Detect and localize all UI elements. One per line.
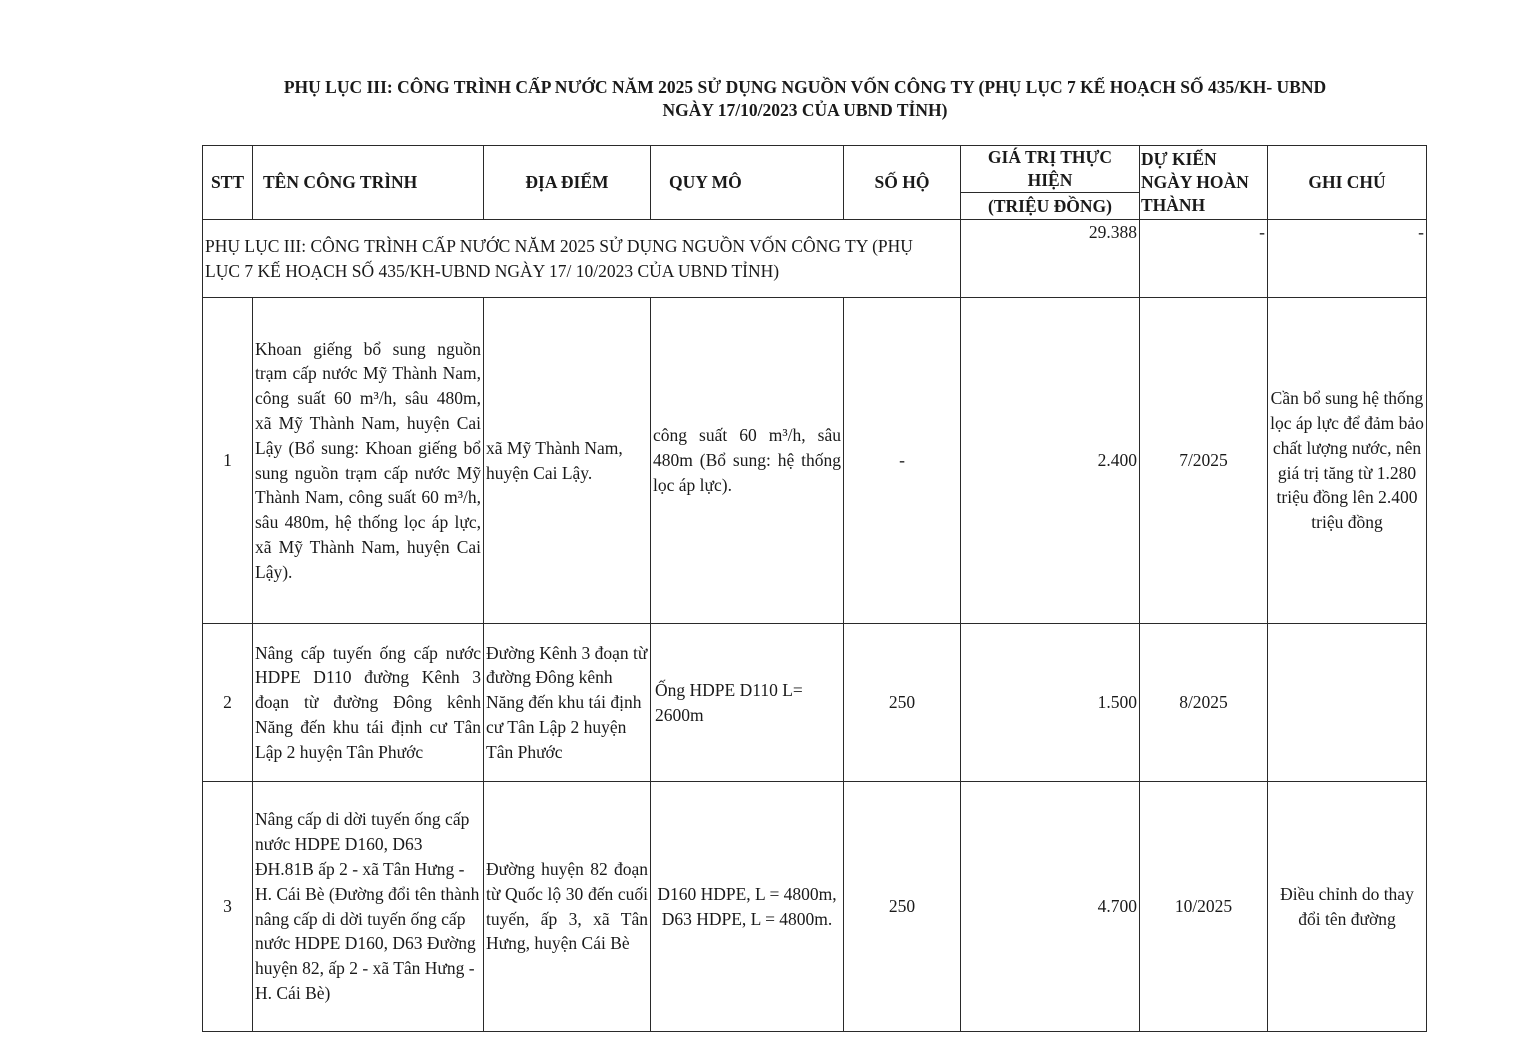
row-2-so-ho: 250 — [844, 624, 961, 782]
row-1-ghi-chu: Cần bổ sung hệ thống lọc áp lực để đảm bảo chất lượng nước, nên giá trị tăng từ 1.280 triệu đồng lên 2.400 triệu đồng — [1268, 298, 1427, 624]
row-1-stt: 1 — [203, 298, 253, 624]
table-row — [203, 624, 1427, 782]
table-row — [203, 298, 1427, 624]
row-2-ghi-chu — [1268, 624, 1427, 782]
row-2-gia-tri: 1.500 — [961, 624, 1140, 782]
row-2-ten: Nâng cấp tuyến ống cấp nước HDPE D110 đường Kênh 3 đoạn từ đường Đông kênh Năng đến khu tái định cư Tân Lập 2 huyện Tân Phước — [253, 624, 484, 782]
header-ghi-chu: GHI CHÚ — [1268, 146, 1427, 220]
row-3-ten: Nâng cấp di dời tuyến ống cấp nước HDPE D160, D63 ĐH.81B ấp 2 - xã Tân Hưng - H. Cái Bè (Đường đổi tên thành nâng cấp di dời tuyến ống cấp nước HDPE D160, D63 Đường huyện 82, ấp 2 - xã Tân Hưng - H. Cái Bè) — [253, 782, 484, 1032]
row-3-so-ho: 250 — [844, 782, 961, 1032]
row-3-quy-mo: D160 HDPE, L = 4800m, D63 HDPE, L = 4800m. — [651, 782, 844, 1032]
header-gia-tri-unit: (TRIỆU ĐỒNG) — [961, 193, 1140, 220]
header-row — [203, 146, 1427, 193]
table-row — [203, 782, 1427, 1032]
row-1-so-ho: - — [844, 298, 961, 624]
row-2-quy-mo: Ống HDPE D110 L= 2600m — [651, 624, 844, 782]
row-1-dia-diem: xã Mỹ Thành Nam, huyện Cai Lậy. — [484, 298, 651, 624]
summary-label: PHỤ LỤC III: CÔNG TRÌNH CẤP NƯỚC NĂM 2025 SỬ DỤNG NGUỒN VỐN CÔNG TY (PHỤ LỤC 7 KẾ HOẠCH SỐ 435/KH-UBND NGÀY 17/ 10/2023 CỦA UBND TỈNH) — [203, 220, 961, 298]
row-3-gia-tri: 4.700 — [961, 782, 1140, 1032]
row-1-quy-mo: công suất 60 m³/h, sâu 480m (Bổ sung: hệ thống lọc áp lực). — [651, 298, 844, 624]
header-dia-diem: ĐỊA ĐIỂM — [484, 146, 651, 220]
row-3-du-kien: 10/2025 — [1140, 782, 1268, 1032]
header-ten-cong-trinh: TÊN CÔNG TRÌNH — [253, 146, 484, 220]
summary-ghi-chu: - — [1268, 220, 1427, 298]
header-quy-mo: QUY MÔ — [651, 146, 844, 220]
page-title — [150, 76, 1460, 122]
title-line-2: NGÀY 17/10/2023 CỦA UBND TỈNH) — [662, 100, 948, 120]
row-2-stt: 2 — [203, 624, 253, 782]
summary-row — [203, 220, 1427, 298]
row-1-ten: Khoan giếng bổ sung nguồn trạm cấp nước Mỹ Thành Nam, công suất 60 m³/h, sâu 480m, xã Mỹ Thành Nam, huyện Cai Lậy (Bổ sung: Khoan giếng bổ sung nguồn trạm cấp nước Mỹ Thành Nam, công suất 60 m³/h, sâu 480m, hệ thống lọc áp lực, xã Mỹ Thành Nam, huyện Cai Lậy). — [253, 298, 484, 624]
project-table — [202, 145, 1427, 1032]
row-1-du-kien: 7/2025 — [1140, 298, 1268, 624]
header-du-kien: DỰ KIẾN NGÀY HOÀN THÀNH — [1140, 146, 1268, 220]
summary-gia-tri: 29.388 — [961, 220, 1140, 298]
row-3-stt: 3 — [203, 782, 253, 1032]
row-1-gia-tri: 2.400 — [961, 298, 1140, 624]
summary-du-kien: - — [1140, 220, 1268, 298]
header-stt: STT — [203, 146, 253, 220]
row-3-ghi-chu: Điều chỉnh do thay đổi tên đường — [1268, 782, 1427, 1032]
row-3-dia-diem: Đường huyện 82 đoạn từ Quốc lộ 30 đến cuối tuyến, ấp 3, xã Tân Hưng, huyện Cái Bè — [484, 782, 651, 1032]
row-2-du-kien: 8/2025 — [1140, 624, 1268, 782]
row-2-dia-diem: Đường Kênh 3 đoạn từ đường Đông kênh Năng đến khu tái định cư Tân Lập 2 huyện Tân Phước — [484, 624, 651, 782]
header-so-ho: SỐ HỘ — [844, 146, 961, 220]
title-line-1: PHỤ LỤC III: CÔNG TRÌNH CẤP NƯỚC NĂM 2025 SỬ DỤNG NGUỒN VỐN CÔNG TY (PHỤ LỤC 7 KẾ HOẠCH SỐ 435/KH- UBND — [283, 77, 1327, 97]
header-gia-tri: GIÁ TRỊ THỰC HIỆN — [961, 146, 1140, 193]
